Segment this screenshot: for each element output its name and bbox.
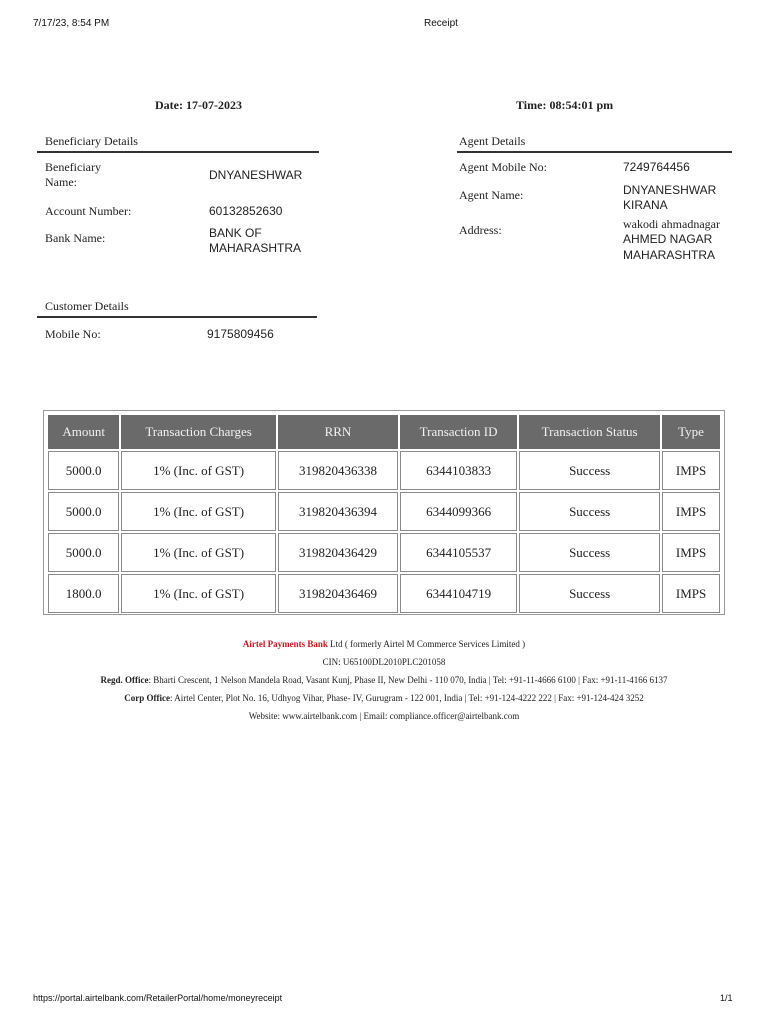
cell-transaction-id: 6344103833	[400, 451, 517, 490]
cell-transaction-id: 6344104719	[400, 574, 517, 613]
agent-name-value-2: KIRANA	[623, 198, 668, 212]
cell-status: Success	[519, 574, 660, 613]
agent-title: Agent Details	[459, 134, 526, 148]
agent-name-label: Agent Name:	[459, 188, 524, 202]
footer-website: Website: www.airtelbank.com | Email: compliance.officer@airtelbank.com	[248, 711, 520, 721]
bank-name-value-1: BANK OF	[209, 226, 262, 240]
brand-name: Airtel Payments Bank	[242, 639, 328, 649]
company-footer	[0, 635, 768, 725]
agent-mobile-value: 7249764456	[623, 160, 690, 174]
cell-rrn: 319820436429	[278, 533, 398, 572]
transactions-table	[46, 413, 722, 615]
footer-cin: CIN: U65100DL2010PLC201058	[322, 657, 446, 667]
cell-type: IMPS	[662, 574, 720, 613]
print-title: Receipt	[424, 18, 458, 29]
regd-office-text: : Bharti Crescent, 1 Nelson Mandela Road, Vasant Kunj, Phase II, New Delhi - 110 070, India | Tel: +91-11-4666 6100 | Fax: +91-11-4166 6137	[148, 675, 668, 685]
account-number-label: Account Number:	[45, 204, 132, 218]
beneficiary-name-value: DNYANESHWAR	[209, 168, 303, 182]
cell-amount: 1800.0	[48, 574, 119, 613]
beneficiary-divider	[37, 151, 319, 153]
date-label: Date:	[155, 98, 183, 112]
beneficiary-title: Beneficiary Details	[45, 134, 138, 148]
print-datetime: 7/17/23, 8:54 PM	[33, 18, 110, 29]
cell-type: IMPS	[662, 492, 720, 531]
table-row	[48, 533, 720, 572]
cell-status: Success	[519, 533, 660, 572]
beneficiary-name-label-2: Name:	[45, 175, 77, 189]
bank-name-value-2: MAHARASHTRA	[209, 241, 302, 255]
receipt-date	[155, 98, 242, 113]
table-row	[48, 451, 720, 490]
transactions-table-frame	[43, 410, 725, 615]
header-rrn: RRN	[278, 415, 398, 449]
time-label: Time:	[516, 98, 547, 112]
cell-status: Success	[519, 451, 660, 490]
account-number-value: 60132852630	[209, 204, 283, 218]
date-value: 17-07-2023	[185, 98, 242, 112]
agent-mobile-label: Agent Mobile No:	[459, 160, 547, 174]
customer-title: Customer Details	[45, 299, 129, 313]
agent-address-label: Address:	[459, 223, 502, 237]
bank-name-label: Bank Name:	[45, 231, 106, 245]
cell-transaction-id: 6344099366	[400, 492, 517, 531]
header-amount: Amount	[48, 415, 119, 449]
print-url: https://portal.airtelbank.com/RetailerPortal/home/moneyreceipt	[33, 993, 283, 1003]
cell-charges: 1% (Inc. of GST)	[121, 574, 276, 613]
customer-mobile-value: 9175809456	[207, 327, 274, 341]
time-value: 08:54:01 pm	[549, 98, 614, 112]
footer-corp-line	[0, 689, 768, 707]
cell-type: IMPS	[662, 451, 720, 490]
footer-regd-line	[0, 671, 768, 689]
cell-amount: 5000.0	[48, 451, 119, 490]
print-page-number: 1/1	[720, 993, 733, 1003]
customer-divider	[37, 316, 317, 318]
brand-rest: Ltd ( formerly Airtel M Commerce Services Limited )	[327, 639, 526, 649]
agent-divider	[457, 151, 732, 153]
table-header-row	[48, 415, 720, 449]
regd-office-label: Regd. Office	[100, 675, 149, 685]
header-type: Type	[662, 415, 720, 449]
cell-rrn: 319820436469	[278, 574, 398, 613]
table-row	[48, 492, 720, 531]
agent-address-line-3: MAHARASHTRA	[623, 248, 716, 262]
cell-charges: 1% (Inc. of GST)	[121, 451, 276, 490]
cell-rrn: 319820436394	[278, 492, 398, 531]
customer-mobile-label: Mobile No:	[45, 327, 101, 341]
footer-company-line	[0, 635, 768, 653]
cell-status: Success	[519, 492, 660, 531]
agent-name-value-1: DNYANESHWAR	[623, 183, 717, 197]
agent-address-line-2: AHMED NAGAR	[623, 232, 713, 246]
cell-charges: 1% (Inc. of GST)	[121, 492, 276, 531]
header-transaction-id: Transaction ID	[400, 415, 517, 449]
table-row	[48, 574, 720, 613]
cell-amount: 5000.0	[48, 533, 119, 572]
cell-transaction-id: 6344105537	[400, 533, 517, 572]
cell-rrn: 319820436338	[278, 451, 398, 490]
header-transaction-status: Transaction Status	[519, 415, 660, 449]
cell-charges: 1% (Inc. of GST)	[121, 533, 276, 572]
beneficiary-name-label-1: Beneficiary	[45, 160, 101, 174]
header-transaction-charges: Transaction Charges	[121, 415, 276, 449]
corp-office-text: : Airtel Center, Plot No. 16, Udhyog Vihar, Phase- IV, Gurugram - 122 001, India | Tel: +91-124-4222 222 | Fax: +91-124-424 3252	[169, 693, 644, 703]
agent-address-line-1: wakodi ahmadnagar	[623, 217, 720, 231]
corp-office-label: Corp Office	[124, 693, 170, 703]
receipt-time	[516, 98, 613, 113]
cell-type: IMPS	[662, 533, 720, 572]
cell-amount: 5000.0	[48, 492, 119, 531]
